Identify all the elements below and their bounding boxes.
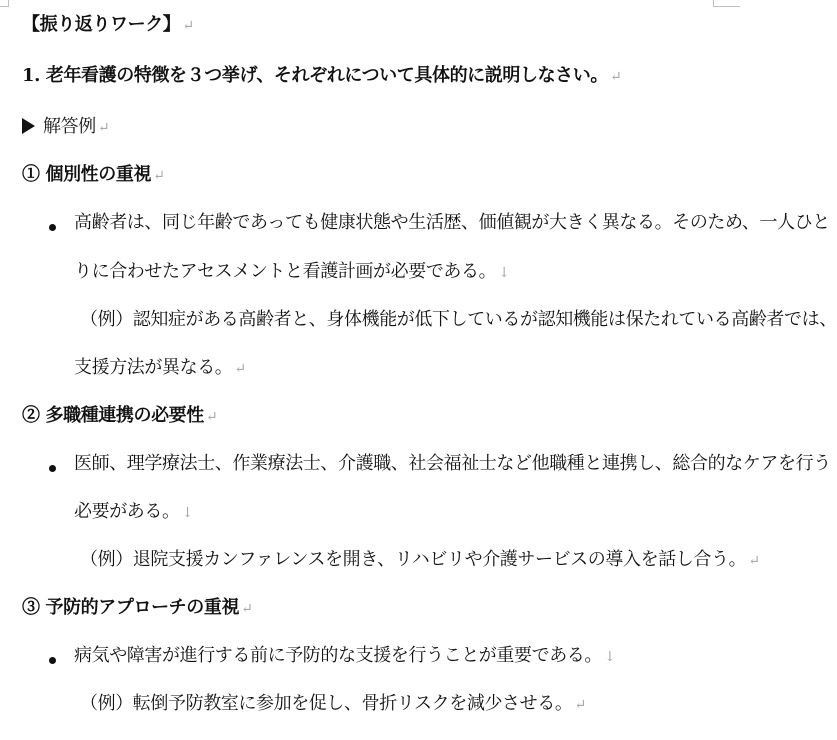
bullet-icon: [49, 465, 56, 472]
bullet-icon: [49, 224, 56, 231]
worksheet-heading: 【振り返りワーク】 ↵: [22, 14, 194, 35]
section-body-line: 医師、理学療法士、作業療法士、介護職、社会福祉士など他職種と連携し、総合的なケアを行う: [74, 453, 831, 474]
triangle-marker-icon: [22, 118, 35, 134]
section-title: ③ 予防的アプローチの重視 ↵: [22, 597, 253, 618]
section-title: ② 多職種連携の必要性 ↵: [22, 405, 218, 426]
example-line: （例）認知症がある高齢者と、身体機能が低下しているが認知機能は保たれている高齢者では、: [80, 309, 837, 330]
section-body-line: 病気や障害が進行する前に予防的な支援を行うことが重要である。 ↓: [74, 645, 616, 666]
example-line: （例）退院支援カンファレンスを開き、リハビリや介護サービスの導入を話し合う。 ↵: [80, 549, 760, 570]
section-body-line: 必要がある。 ↓: [74, 501, 193, 522]
section-body-line: りに合わせたアセスメントと看護計画が必要である。 ↓: [74, 261, 510, 282]
question-text: 1. 老年看護の特徴を３つ挙げ、それぞれについて具体的に説明しなさい。 ↵: [22, 65, 622, 86]
example-line: 支援方法が異なる。 ↵: [74, 357, 246, 378]
section-body-line: 高齢者は、同じ年齢であっても健康状態や生活歴、価値観が大きく異なる。そのため、一人ひと: [74, 212, 830, 233]
answer-label: 解答例 ↵: [22, 114, 109, 141]
section-title: ① 個別性の重視 ↵: [22, 164, 165, 185]
bullet-icon: [49, 657, 56, 664]
example-line: （例）転倒予防教室に参加を促し、骨折リスクを減少させる。 ↵: [80, 693, 586, 714]
